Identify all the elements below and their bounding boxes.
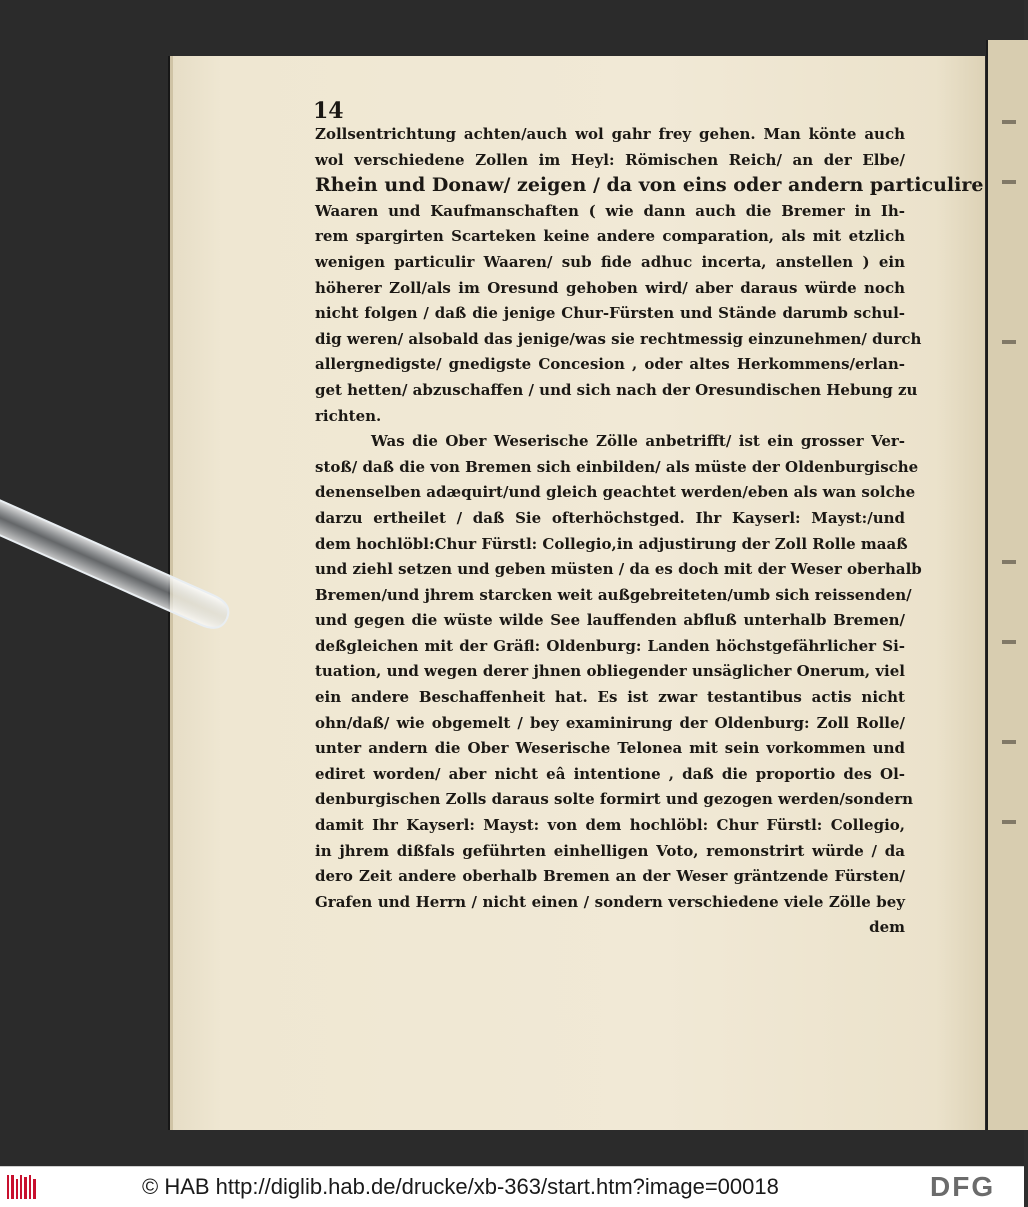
text-line: ein andere Beschaffenheit hat. Es ist zwar testantibus actis nicht [315,688,905,707]
text-line: denburgischen Zolls daraus solte formirt und gezogen werden/sondern [315,790,914,809]
text-line: Zollsentrichtung achten/auch wol gahr frey gehen. Man könte auch [315,125,905,143]
text-line: wol verschiedene Zollen im Heyl: Römischen Reich/ an der Elbe/ [315,150,905,169]
hab-barcode-logo-icon [6,1173,38,1201]
text-line: allergnedigste/ gnedigste Concesion , oder altes Herkommens/erlan- [315,355,905,374]
text-line: Rhein und Donaw/ zeigen / da von eins oder andern particulire [315,174,984,197]
text-line: Bremen/und jhrem starcken weit außgebreiteten/umb sich reissenden/ [315,585,912,604]
text-line: damit Ihr Kayserl: Mayst: von dem hochlöbl: Chur Fürstl: Collegio, [315,816,905,835]
scanned-page [170,56,985,1130]
text-line: dig weren/ alsobald das jenige/was sie rechtmessig einzunehmen/ durch [315,329,922,348]
text-line: richten. [315,406,382,425]
text-line: nicht folgen / daß die jenige Chur-Fürsten und Stände darumb schul- [315,304,905,323]
text-line: ohn/daß/ wie obgemelt / bey examinirung der Oldenburg: Zoll Rolle/ [315,713,905,732]
text-line: stoß/ daß die von Bremen sich einbilden/ als müste der Oldenburgische [315,457,919,476]
page-number: 14 [313,98,344,124]
catchword: dem [869,918,905,937]
text-line: darzu ertheilet / daß Sie ofterhöchstged. Ihr Kayserl: Mayst:/und [315,508,905,527]
text-line: deßgleichen mit der Gräfl: Oldenburg: Landen höchstgefährlicher Si- [315,636,905,655]
text-line: Was die Ober Weserische Zölle anbetrifft/ ist ein grosser Ver- [371,432,905,451]
text-line: Grafen und Herrn / nicht einen / sondern verschiedene viele Zölle bey [315,892,905,911]
page-text [315,122,984,941]
text-line: get hetten/ abzuschaffen / und sich nach der Oresundischen Hebung zu [315,380,918,399]
source-url-link[interactable]: © HAB http://diglib.hab.de/drucke/xb-363/start.htm?image=00018 [142,1174,779,1199]
text-line: dem hochlöbl:Chur Fürstl: Collegio,in adjustirung der Zoll Rolle maaß [315,534,908,553]
dfg-logo: DFG [930,1171,996,1202]
text-line: dero Zeit andere oberhalb Bremen an der Weser gräntzende Fürsten/ [315,867,905,886]
text-line: unter andern die Ober Weserische Telonea mit sein vorkommen und [315,739,905,758]
text-line: höherer Zoll/als im Oresund gehoben wird/ aber daraus würde noch [315,278,905,297]
facing-page-edge [986,40,1028,1130]
text-line: und ziehl setzen und geben müsten / da es doch mit der Weser oberhalb [315,560,922,579]
text-line: wenigen particulir Waaren/ sub fide adhuc incerta, anstellen ) ein [315,252,905,271]
text-line: in jhrem dißfals geführten einhelligen Voto, remonstrirt würde / da [315,841,905,860]
text-line: ediret worden/ aber nicht eâ intentione , daß die proportio des Ol- [315,764,905,783]
text-line: Waaren und Kaufmanschaften ( wie dann auch die Bremer in Ih- [315,201,905,220]
text-line: denenselben adæquirt/und gleich geachtet werden/eben als wan solche [315,483,916,502]
text-line: tuation, und wegen derer jhnen obliegender unsäglicher Onerum, viel [315,662,905,681]
text-line: und gegen die wüste wilde See lauffenden abfluß unterhalb Bremen/ [315,611,905,630]
text-line: rem spargirten Scarteken keine andere comparation, als mit etzlich [315,227,905,246]
footer-bar [0,1166,1024,1207]
